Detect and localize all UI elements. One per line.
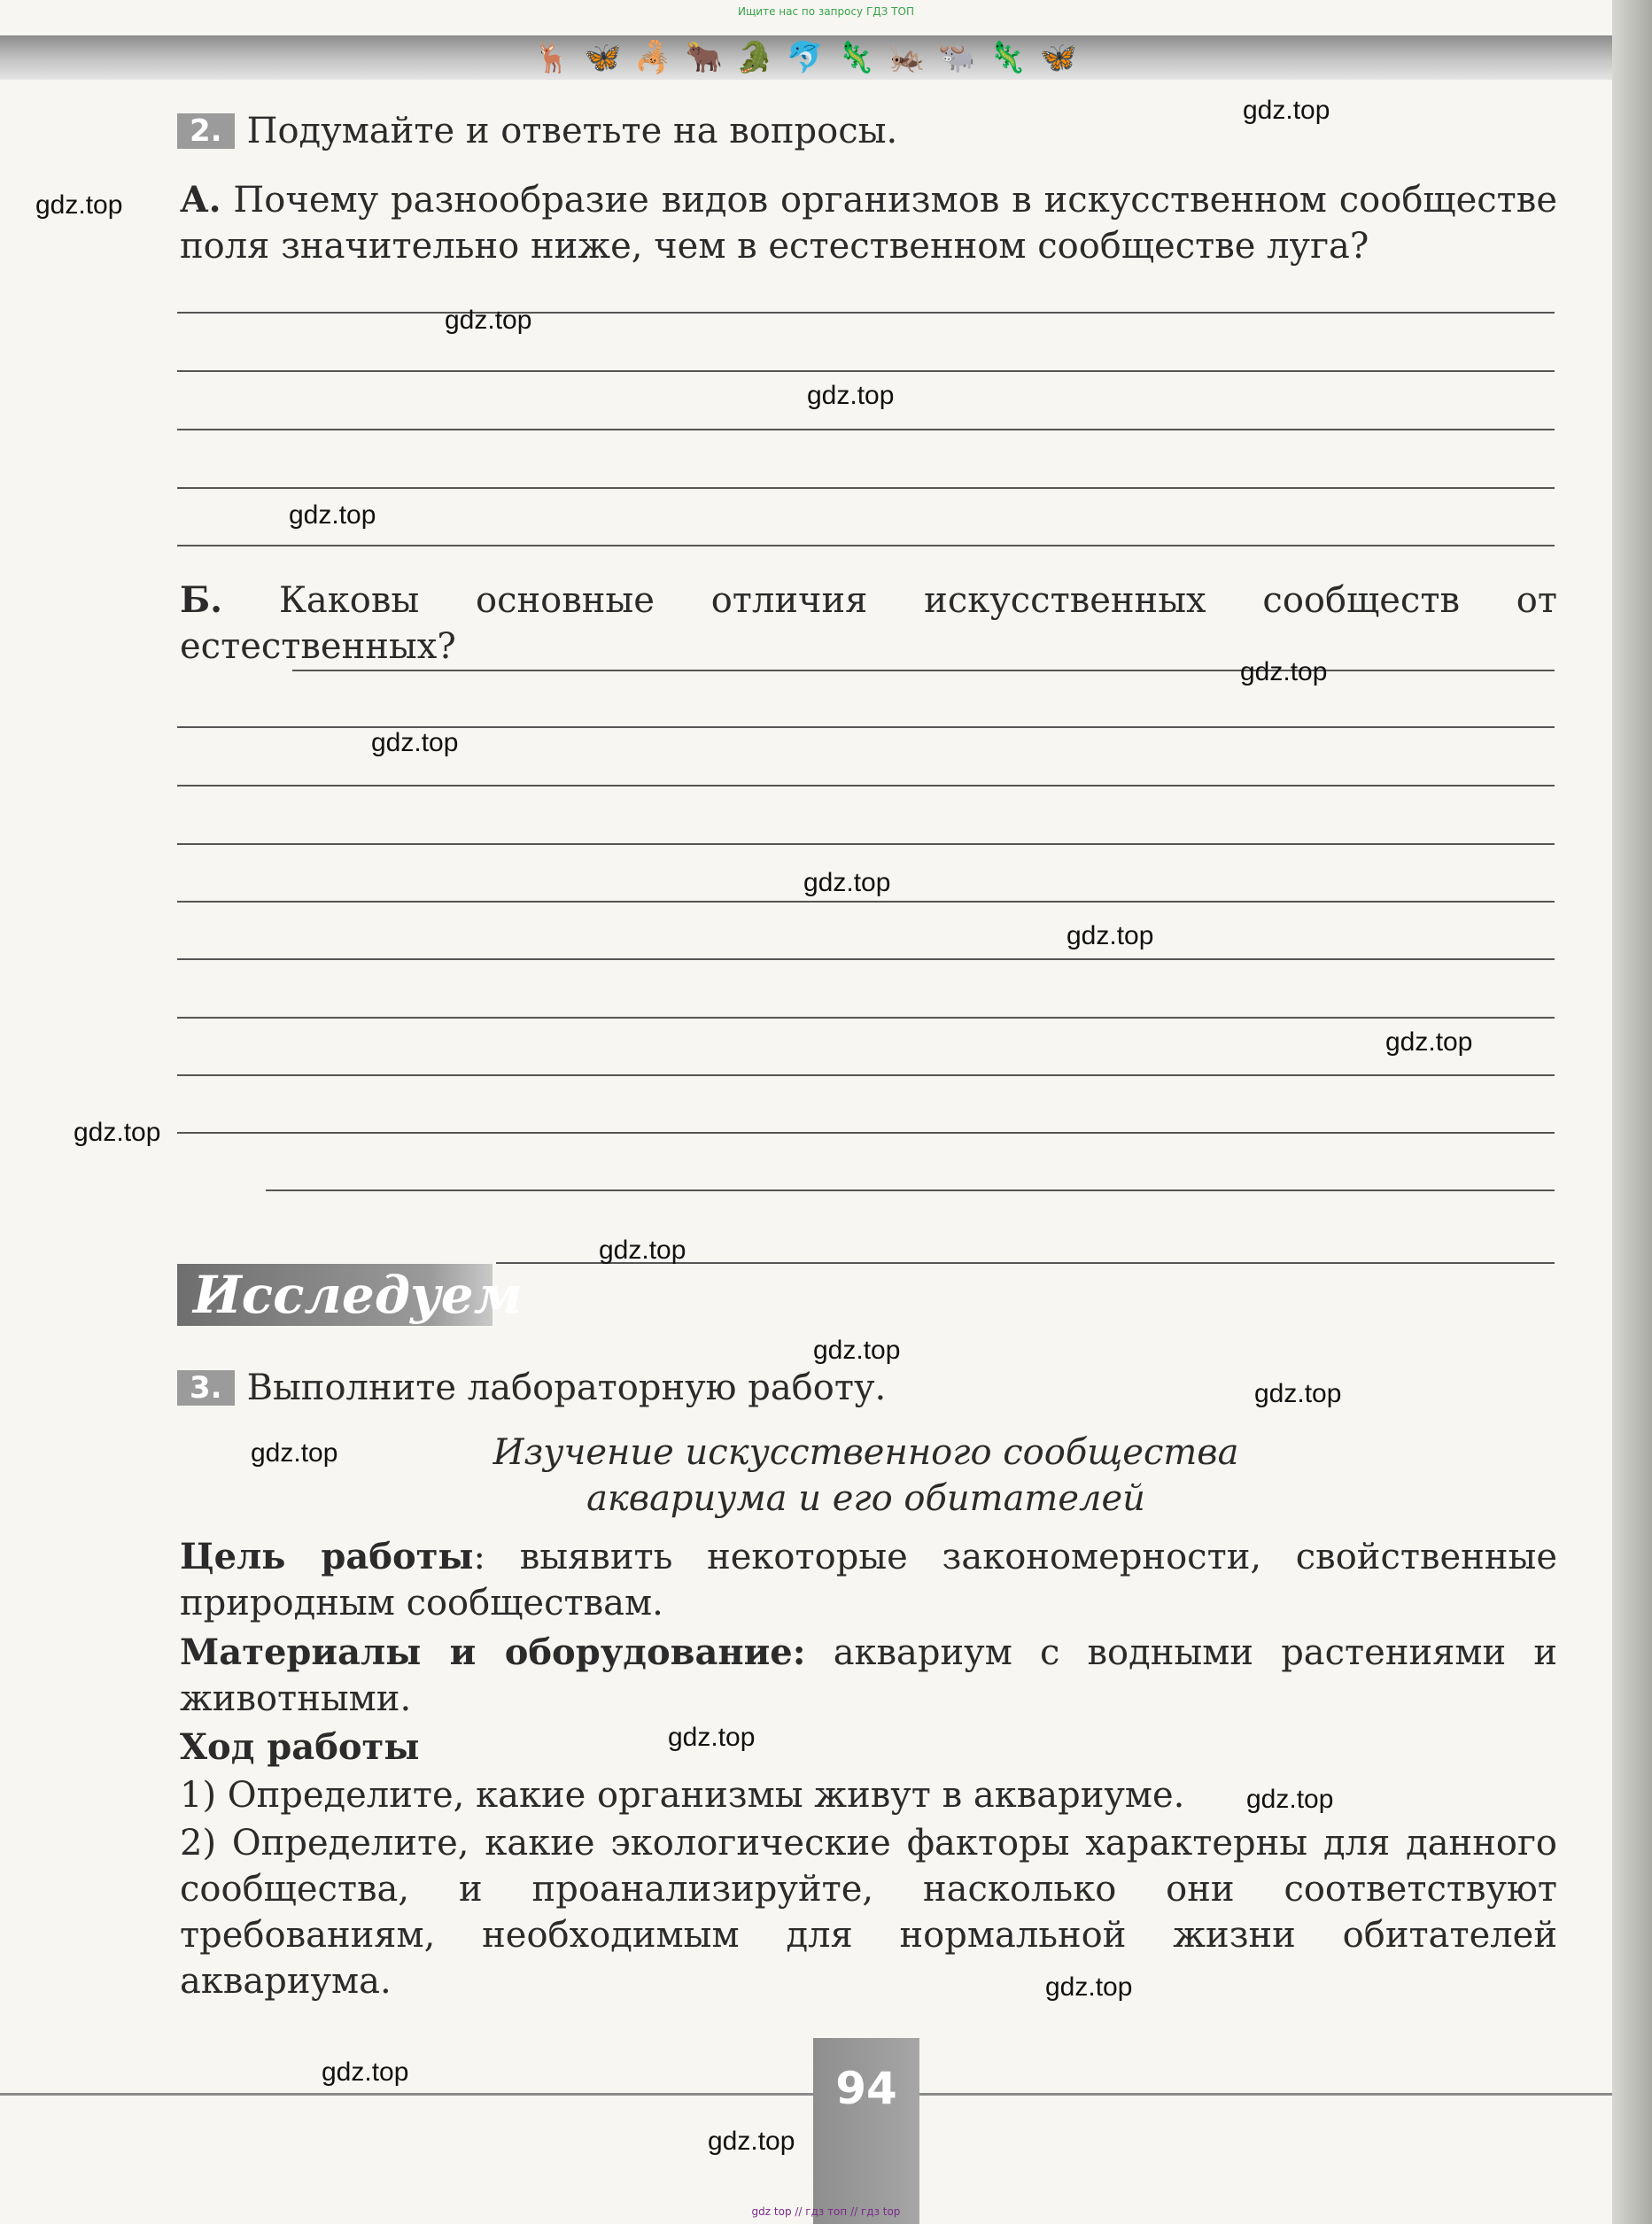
- question-a: [180, 177, 1557, 269]
- watermark: gdz.top: [708, 2127, 795, 2156]
- watermark: gdz.top: [445, 306, 532, 335]
- goal-paragraph: [180, 1534, 1557, 1626]
- watermark: gdz.top: [35, 190, 123, 220]
- page-number: 94: [835, 2063, 897, 2114]
- footer-rule: [0, 2093, 1612, 2096]
- watermark: gdz.top: [1385, 1027, 1473, 1057]
- watermark: gdz.top: [1246, 1785, 1334, 1814]
- question-b-label: Б.: [180, 579, 223, 621]
- answer-line-b-9[interactable]: [177, 1132, 1555, 1134]
- answer-line-b-1[interactable]: [292, 670, 1555, 671]
- question-a-label: А.: [180, 179, 221, 221]
- watermark: gdz.top: [1254, 1379, 1342, 1408]
- watermark: gdz.top: [813, 1336, 901, 1365]
- watermark: gdz.top: [1240, 657, 1328, 686]
- watermark: gdz.top: [1243, 96, 1330, 125]
- question-b: [180, 577, 1557, 670]
- watermark: gdz.top: [74, 1118, 161, 1147]
- answer-line-b-8[interactable]: [177, 1074, 1555, 1076]
- question-b-text: Каковы основные отличия искусственных сообществ от естественных?: [180, 580, 1558, 667]
- watermark: gdz.top: [807, 381, 895, 410]
- watermark: gdz.top: [599, 1236, 686, 1265]
- answer-line-a-2[interactable]: [177, 370, 1555, 372]
- materials-label: Материалы и оборудование:: [180, 1631, 806, 1673]
- book-spine-shadow: [1612, 0, 1652, 2224]
- answer-line-b-3[interactable]: [177, 785, 1555, 787]
- watermark: gdz.top: [371, 728, 459, 757]
- section-header: Исследуем: [177, 1264, 492, 1326]
- answer-line-b-10[interactable]: [266, 1189, 1555, 1191]
- task-2-heading: [177, 111, 897, 151]
- task-number-badge: 2.: [177, 113, 235, 149]
- watermark: gdz.top: [322, 2057, 409, 2087]
- bottom-note: gdz top // гдз топ // гдз top: [751, 2205, 901, 2218]
- answer-line-b-4[interactable]: [177, 843, 1555, 845]
- task-title: Подумайте и ответьте на вопросы.: [246, 111, 898, 151]
- task-3-heading: [177, 1368, 886, 1408]
- step-2: 2) Определите, какие экологические факторы характерны для данного сообщества, и проанализируйте, насколько они соответствуют требованиям, необходимым для нормальной жизни обитателей аквариума.: [180, 1823, 1557, 2002]
- step-1: 1) Определите, какие организмы живут в аквариуме.: [180, 1775, 1185, 1816]
- decorative-animal-banner: [0, 35, 1612, 80]
- answer-line-a-4[interactable]: [177, 487, 1555, 489]
- answer-line-a-1[interactable]: [177, 312, 1555, 314]
- watermark: gdz.top: [1066, 921, 1154, 950]
- task-number-badge: 3.: [177, 1370, 235, 1406]
- lab-title-line-2: аквариума и его обитателей: [586, 1478, 1145, 1519]
- animal-silhouettes-icon: 🦌 🦋 🦂 🐂 🐊 🐬 🦎 🦗 🐃 🦎 🦋: [533, 40, 1079, 75]
- question-a-text: Почему разнообразие видов организмов в искусственном сообществе поля значительно ниже, чем в естественном сообществе луга?: [180, 180, 1557, 267]
- lab-title-line-1: Изучение искусственного сообщества: [492, 1432, 1239, 1473]
- answer-line-b-6[interactable]: [177, 958, 1555, 960]
- answer-line-a-5[interactable]: [177, 545, 1555, 546]
- goal-text: : выявить некоторые закономерности, свойственные природным сообществам.: [180, 1537, 1557, 1623]
- watermark: gdz.top: [668, 1723, 756, 1752]
- procedure-heading: Ход работы: [180, 1726, 420, 1768]
- materials-text: аквариум с водными растениями и животными.: [180, 1632, 1558, 1719]
- materials-paragraph: [180, 1630, 1557, 1722]
- watermark: gdz.top: [289, 500, 376, 530]
- answer-line-a-3[interactable]: [177, 429, 1555, 430]
- watermark: gdz.top: [803, 868, 891, 897]
- goal-label: Цель работы: [180, 1536, 474, 1577]
- watermark: gdz.top: [251, 1438, 338, 1468]
- answer-line-b-5[interactable]: [177, 901, 1555, 903]
- watermark: gdz.top: [1045, 1972, 1133, 2002]
- top-note: Ищите нас по запросу ГДЗ ТОП: [738, 5, 914, 18]
- page-number-tab: [813, 2038, 919, 2224]
- task-title: Выполните лабораторную работу.: [246, 1368, 887, 1408]
- answer-line-b-7[interactable]: [177, 1017, 1555, 1019]
